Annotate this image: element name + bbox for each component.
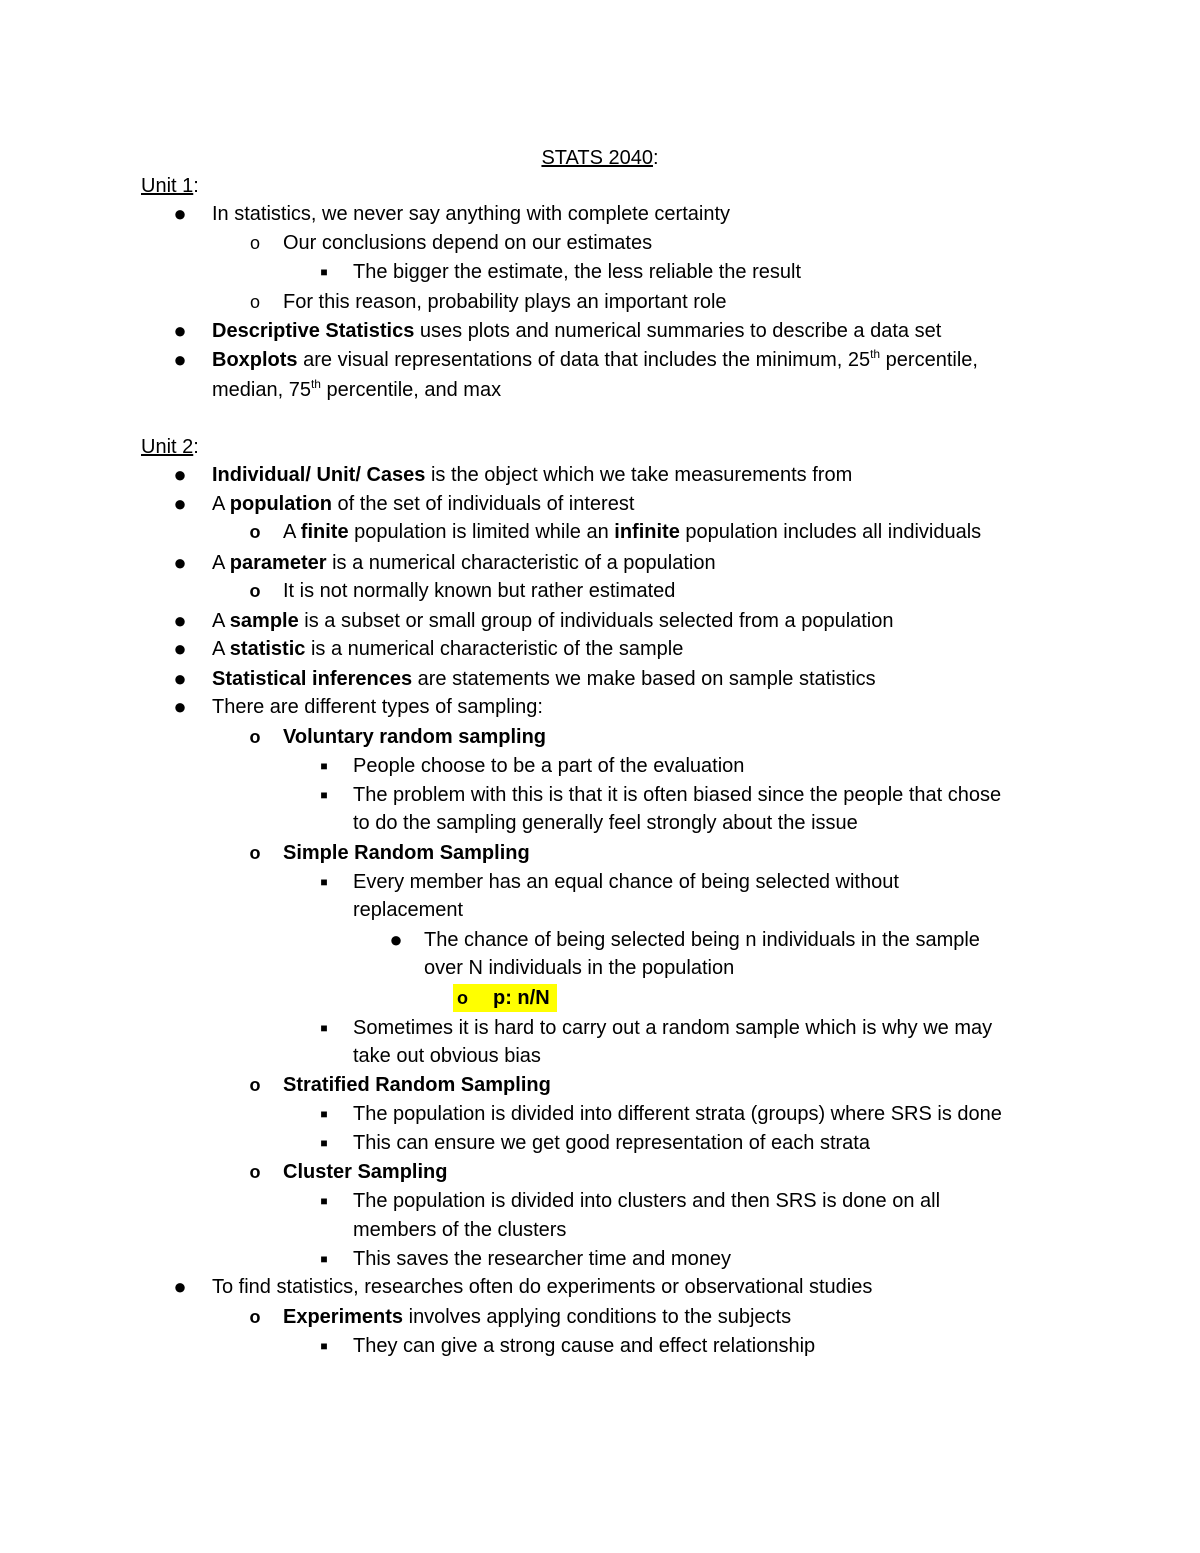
cluster-point-1-cont: members of the clusters — [353, 1219, 567, 1241]
unit2-heading: Unit 2: — [141, 436, 199, 458]
bold-open-circle-bullet-icon: o — [249, 1307, 261, 1327]
experiments-point-1: They can give a strong cause and effect relationship — [353, 1335, 816, 1357]
square-bullet-icon: ■ — [320, 788, 328, 802]
square-bullet-icon: ■ — [320, 1021, 328, 1035]
unit2-bullet-6: Statistical inferences are statements we make based on sample statistics — [212, 668, 876, 690]
voluntary-point-2: The problem with this is that it is often biased since the people that chose — [353, 784, 1002, 806]
srs-point-2-cont: take out obvious bias — [353, 1045, 541, 1067]
bold-open-circle-bullet-icon: o — [249, 727, 261, 747]
cluster-title: Cluster Sampling — [283, 1161, 448, 1183]
filled-circle-bullet-icon: ● — [173, 636, 187, 661]
bold-open-circle-bullet-icon: o — [249, 522, 261, 542]
filled-circle-bullet-icon: ● — [173, 318, 187, 343]
filled-circle-bullet-icon: ● — [173, 550, 187, 575]
open-circle-bullet-icon: o — [249, 292, 260, 312]
filled-circle-bullet-icon: ● — [173, 1274, 187, 1299]
stratified-point-1: The population is divided into different strata (groups) where SRS is done — [353, 1103, 1002, 1125]
filled-circle-bullet-icon: ● — [173, 694, 187, 719]
unit1-bullet-3: Boxplots are visual representations of data that includes the minimum, 25th percentile, — [212, 347, 978, 371]
srs-point-1a: The chance of being selected being n individuals in the sample — [424, 929, 980, 951]
bold-open-circle-bullet-icon: o — [249, 581, 261, 601]
unit2-bullet-2: A population of the set of individuals of interest — [212, 493, 635, 515]
unit2-bullet-3: A parameter is a numerical characteristic of a population — [212, 552, 716, 574]
square-bullet-icon: ■ — [320, 1107, 328, 1121]
filled-circle-bullet-icon: ● — [173, 491, 187, 516]
experiments-item: Experiments involves applying conditions to the subjects — [283, 1306, 792, 1328]
bold-open-circle-bullet-icon: o — [249, 1162, 261, 1182]
square-bullet-icon: ■ — [320, 1136, 328, 1150]
square-bullet-icon: ■ — [320, 265, 328, 279]
square-bullet-icon: ■ — [320, 1252, 328, 1266]
cluster-point-1: The population is divided into clusters and then SRS is done on all — [353, 1190, 941, 1212]
srs-title: Simple Random Sampling — [283, 842, 530, 864]
filled-circle-bullet-icon: ● — [173, 666, 187, 691]
unit2-bullet-3a: It is not normally known but rather estimated — [283, 580, 676, 602]
stratified-point-2: This can ensure we get good representation of each strata — [353, 1132, 870, 1154]
unit2-bullet-8: To find statistics, researches often do experiments or observational studies — [212, 1276, 873, 1298]
unit1-bullet-1a: Our conclusions depend on our estimates — [283, 232, 653, 254]
open-circle-bullet-icon: o — [249, 233, 260, 253]
unit2-bullet-2a: A finite population is limited while an infinite population includes all individuals — [283, 521, 982, 543]
filled-circle-bullet-icon: ● — [173, 462, 187, 487]
voluntary-point-1: People choose to be a part of the evaluation — [353, 755, 745, 777]
unit2-bullet-4: A sample is a subset or small group of individuals selected from a population — [212, 610, 894, 632]
unit2-bullet-5: A statistic is a numerical characteristic of the sample — [212, 638, 684, 660]
cluster-point-2: This saves the researcher time and money — [353, 1248, 731, 1270]
square-bullet-icon: ■ — [320, 759, 328, 773]
srs-point-1a-cont: over N individuals in the population — [424, 957, 735, 979]
unit1-bullet-2: Descriptive Statistics uses plots and numerical summaries to describe a data set — [212, 320, 942, 342]
stratified-title: Stratified Random Sampling — [283, 1074, 551, 1096]
bold-open-circle-bullet-icon: o — [249, 843, 261, 863]
voluntary-point-2-cont: to do the sampling generally feel strongly about the issue — [353, 812, 858, 834]
unit1-bullet-1: In statistics, we never say anything with complete certainty — [212, 203, 731, 225]
filled-circle-bullet-icon: ● — [173, 201, 187, 226]
square-bullet-icon: ■ — [320, 1339, 328, 1353]
filled-circle-bullet-icon: ● — [173, 608, 187, 633]
page-title: STATS 2040: — [541, 147, 659, 169]
square-bullet-icon: ■ — [320, 1194, 328, 1208]
highlighted-formula: o p: n/N — [453, 984, 557, 1012]
unit2-bullet-1: Individual/ Unit/ Cases is the object which we take measurements from — [212, 464, 853, 486]
unit1-bullet-1a1: The bigger the estimate, the less reliable the result — [353, 261, 802, 283]
unit2-bullet-7: There are different types of sampling: — [212, 696, 543, 718]
srs-point-1-cont: replacement — [353, 899, 464, 921]
voluntary-sampling-title: Voluntary random sampling — [283, 726, 546, 748]
srs-point-1: Every member has an equal chance of being selected without — [353, 871, 899, 893]
unit1-heading: Unit 1: — [141, 175, 199, 197]
filled-circle-bullet-icon: ● — [389, 927, 403, 952]
unit1-bullet-1b: For this reason, probability plays an important role — [283, 291, 727, 313]
square-bullet-icon: ■ — [320, 875, 328, 889]
bold-open-circle-bullet-icon: o — [249, 1075, 261, 1095]
unit1-bullet-3-cont: median, 75th percentile, and max — [212, 377, 502, 401]
filled-circle-bullet-icon: ● — [173, 347, 187, 372]
srs-point-2: Sometimes it is hard to carry out a random sample which is why we may — [353, 1017, 993, 1039]
